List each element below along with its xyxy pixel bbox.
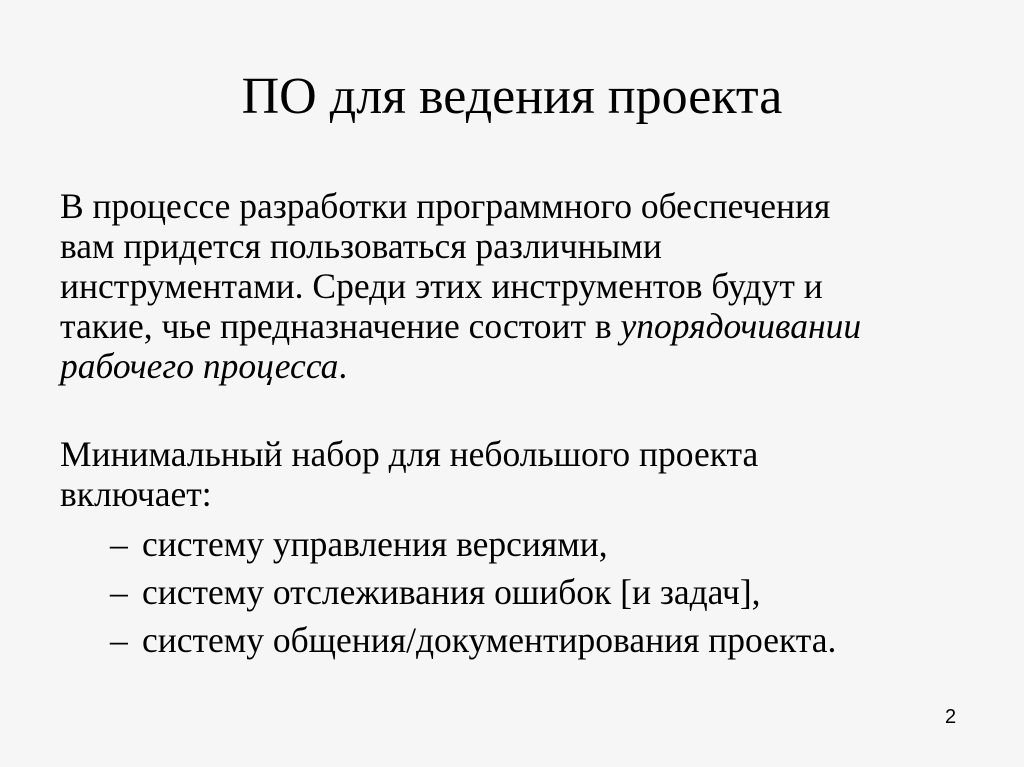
page-number: 2	[945, 706, 957, 728]
intro-line-5-italic: рабочего процесса	[60, 346, 339, 386]
intro-line-2: вам придется пользоваться различными	[60, 226, 662, 266]
dash-marker: –	[110, 524, 128, 564]
intro-line-3: инструментами. Среди этих инструментов будут и	[60, 266, 823, 306]
minimal-set-line-1: Минимальный набор для небольшого проекта	[60, 434, 759, 474]
minimal-set-paragraph	[60, 434, 980, 514]
list-item-text: систему управления версиями,	[142, 524, 608, 564]
list-item	[110, 520, 990, 568]
intro-paragraph	[60, 186, 980, 386]
intro-line-5	[60, 346, 980, 386]
tools-list	[110, 520, 990, 664]
list-item-text: систему отслеживания ошибок [и задач],	[142, 572, 761, 612]
list-item	[110, 616, 990, 664]
intro-line-4-italic: упорядочивании	[620, 306, 862, 346]
minimal-set-line-2: включает:	[60, 474, 212, 514]
intro-line-1: В процессе разработки программного обеспечения	[60, 186, 831, 226]
intro-line-5-end: .	[338, 346, 348, 386]
list-item	[110, 568, 990, 616]
dash-marker: –	[110, 572, 128, 612]
intro-line-4-plain: такие, чье предназначение состоит в	[60, 306, 621, 346]
intro-line-4	[60, 306, 980, 346]
list-item-text: систему общения/документирования проекта.	[142, 620, 837, 660]
dash-marker: –	[110, 620, 128, 660]
slide-title: ПО для ведения проекта	[241, 68, 783, 125]
